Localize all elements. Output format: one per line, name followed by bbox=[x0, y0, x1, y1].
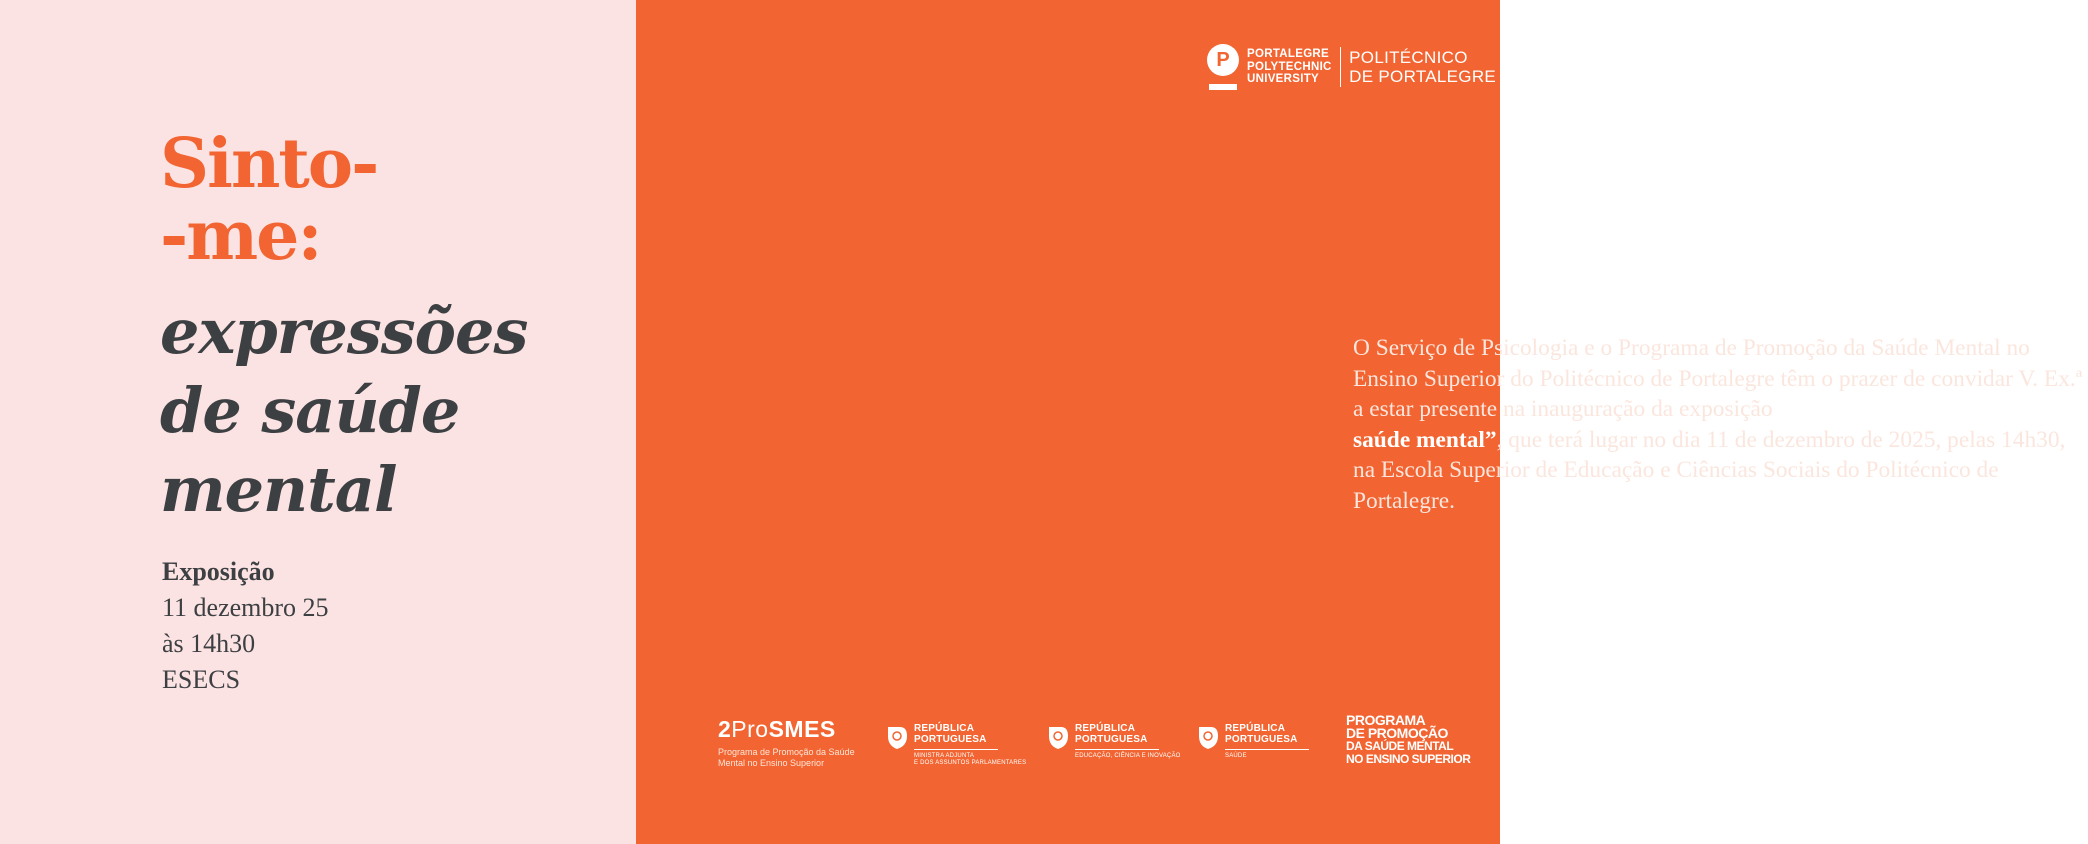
republica-logo-parlamentares bbox=[886, 724, 1026, 767]
programa-line-4: NO ENSINO SUPERIOR bbox=[1346, 752, 1471, 766]
title-subtitle bbox=[160, 292, 527, 529]
republica-emblem-icon bbox=[1197, 724, 1219, 750]
prosmes-pro: Pro bbox=[731, 716, 769, 742]
invitation-highlight: “Sinto-me: expressões de saúde mental” bbox=[1353, 396, 2028, 453]
left-panel bbox=[0, 0, 636, 844]
rep1-ministry-2: E DOS ASSUNTOS PARLAMENTARES bbox=[914, 760, 1027, 766]
programa-line-3: DA SAÚDE MENTAL bbox=[1346, 739, 1454, 753]
title-line-2: -me: bbox=[160, 196, 321, 276]
prosmes-num: 2 bbox=[718, 716, 732, 742]
logo-en-3: UNIVERSITY bbox=[1247, 73, 1320, 86]
event-date: 11 dezembro 25 bbox=[162, 593, 329, 622]
prosmes-logo bbox=[718, 716, 855, 768]
logo-en-1: PORTALEGRE bbox=[1247, 48, 1330, 61]
rep2-line-1: REPÚBLICA bbox=[1075, 723, 1136, 734]
programa-promocao-logo bbox=[1346, 714, 1470, 766]
republica-emblem-icon bbox=[1047, 724, 1069, 750]
logo-name-pt bbox=[1349, 48, 1496, 86]
logo-divider bbox=[1340, 47, 1342, 87]
prosmes-smes: SMES bbox=[768, 716, 836, 742]
rep1-line-2: PORTUGUESA bbox=[914, 733, 987, 745]
rep2-ministry-1: EDUCAÇÃO, CIÊNCIA E INOVAÇÃO bbox=[1075, 753, 1181, 759]
prosmes-desc-2: Mental no Ensino Superior bbox=[718, 757, 825, 768]
rep3-ministry-1: SAÚDE bbox=[1225, 753, 1247, 759]
p-logo-icon bbox=[1207, 44, 1239, 90]
title-line-1: Sinto- bbox=[160, 124, 378, 204]
invitation-part-2: , que terá lugar no dia 11 de dezembro de 2025, pelas 14h30, na Escola Superior de Educação e Ciências Sociais do Politécnico de Portalegre. bbox=[1353, 426, 2066, 514]
rep2-line-2: PORTUGUESA bbox=[1075, 733, 1148, 745]
rep3-line-1: REPÚBLICA bbox=[1225, 723, 1286, 734]
event-time: às 14h30 bbox=[162, 629, 256, 658]
republica-emblem-icon bbox=[886, 724, 908, 750]
republica-logo-educacao bbox=[1047, 724, 1181, 760]
invitation-part-1: O Serviço de Psicologia e o Programa de Promoção da Saúde Mental no Ensino Superior do Politécnico de Portalegre têm o prazer de convidar V. Ex.ª a estar presente na inauguração da exposição bbox=[1353, 335, 2083, 423]
event-info bbox=[162, 554, 329, 698]
subtitle-line-3: mental bbox=[160, 453, 397, 526]
p-logo-letter: P bbox=[1207, 44, 1239, 76]
programa-line-1: PROGRAMA bbox=[1346, 712, 1426, 728]
logo-en-2: POLYTECHNIC bbox=[1247, 60, 1332, 73]
event-place: ESECS bbox=[162, 665, 241, 694]
title-main bbox=[160, 124, 378, 276]
logo-name-en bbox=[1247, 48, 1332, 86]
prosmes-desc-1: Programa de Promoção da Saúde bbox=[718, 747, 855, 757]
rep1-line-1: REPÚBLICA bbox=[914, 723, 975, 734]
rep1-ministry-1: MINISTRA ADJUNTA bbox=[914, 753, 975, 759]
republica-logo-saude bbox=[1197, 724, 1309, 760]
programa-line-2: DE PROMOÇÃO bbox=[1346, 725, 1448, 741]
rep3-line-2: PORTUGUESA bbox=[1225, 733, 1298, 745]
logo-pt-2: DE PORTALEGRE bbox=[1349, 67, 1497, 86]
invitation-text bbox=[1353, 333, 2088, 517]
subtitle-line-2: de saúde bbox=[160, 374, 460, 447]
event-label: Exposição bbox=[162, 557, 275, 586]
logo-pt-1: POLITÉCNICO bbox=[1349, 48, 1468, 67]
polytechnic-logo bbox=[1207, 44, 1496, 90]
subtitle-line-1: expressões bbox=[160, 295, 528, 368]
